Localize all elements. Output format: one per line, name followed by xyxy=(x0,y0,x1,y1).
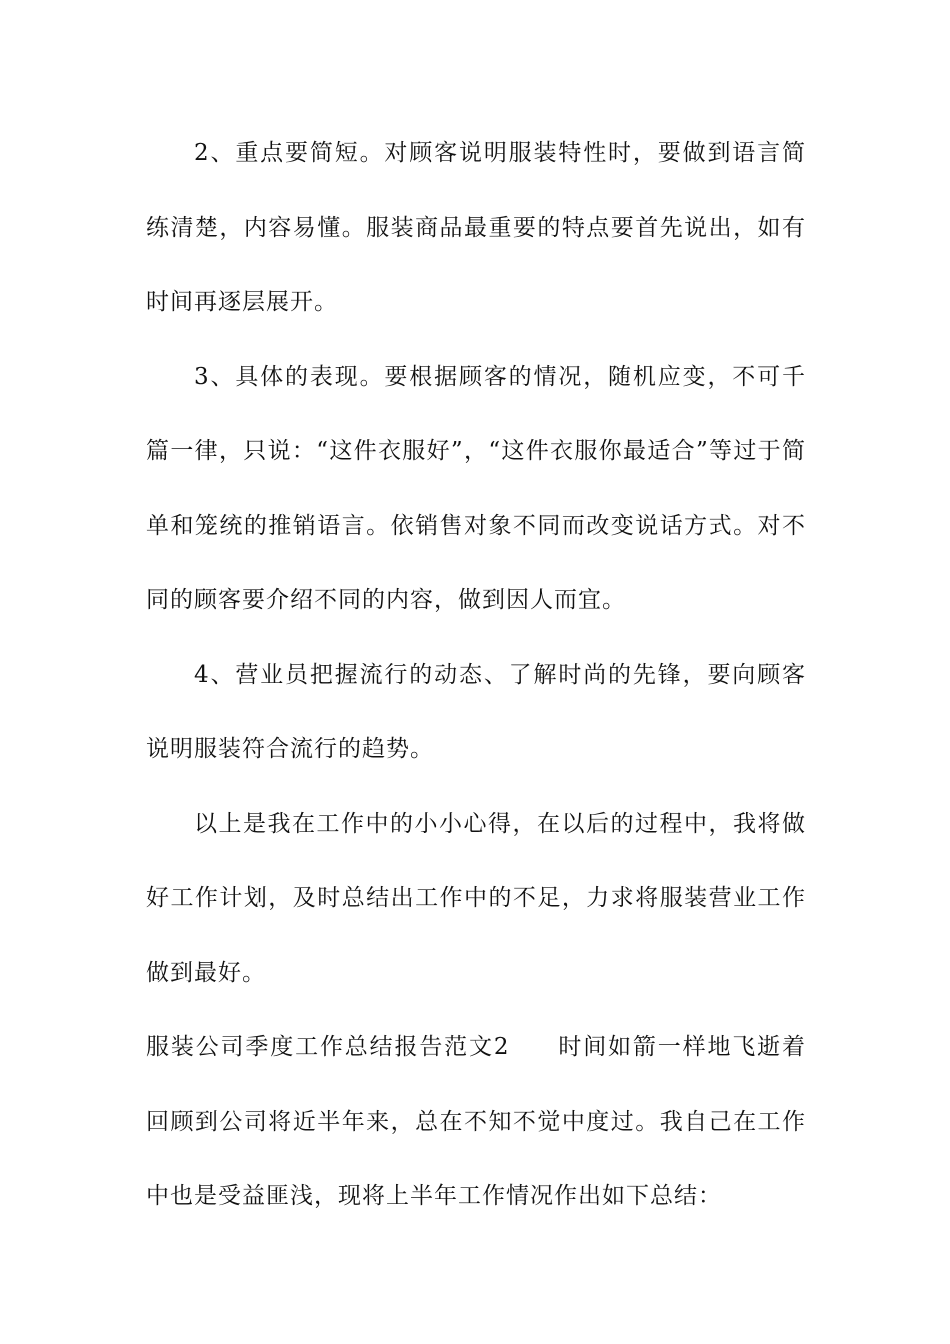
paragraph-point-3: 3、具体的表现。要根据顾客的情况，随机应变，不可千篇一律，只说：“这件衣服好”，“这件衣服你最适合”等过于简单和笼统的推销语言。依销售对象不同而改变说话方式。对不同的顾客要介绍不同的内容，做到因人而宜。 xyxy=(146,363,806,613)
section-paragraph xyxy=(146,1010,806,1234)
section-body: 时间如箭一样地飞逝着回顾到公司将近半年来，总在不知不觉中度过。我自己在工作中也是受益匪浅，现将上半年工作情况作出如下总结： xyxy=(146,1034,806,1209)
paragraph-conclusion: 以上是我在工作中的小小心得，在以后的过程中，我将做好工作计划，及时总结出工作中的不足，力求将服装营业工作做到最好。 xyxy=(146,810,806,986)
document-body xyxy=(146,116,806,1234)
paragraph-point-2: 2、重点要简短。对顾客说明服装特性时，要做到语言简练清楚，内容易懂。服装商品最重要的特点要首先说出，如有时间再逐层展开。 xyxy=(146,140,806,315)
paragraph-point-4: 4、营业员把握流行的动态、了解时尚的先锋，要向顾客说明服装符合流行的趋势。 xyxy=(146,661,806,762)
section-title: 服装公司季度工作总结报告范文2 xyxy=(146,1034,510,1060)
